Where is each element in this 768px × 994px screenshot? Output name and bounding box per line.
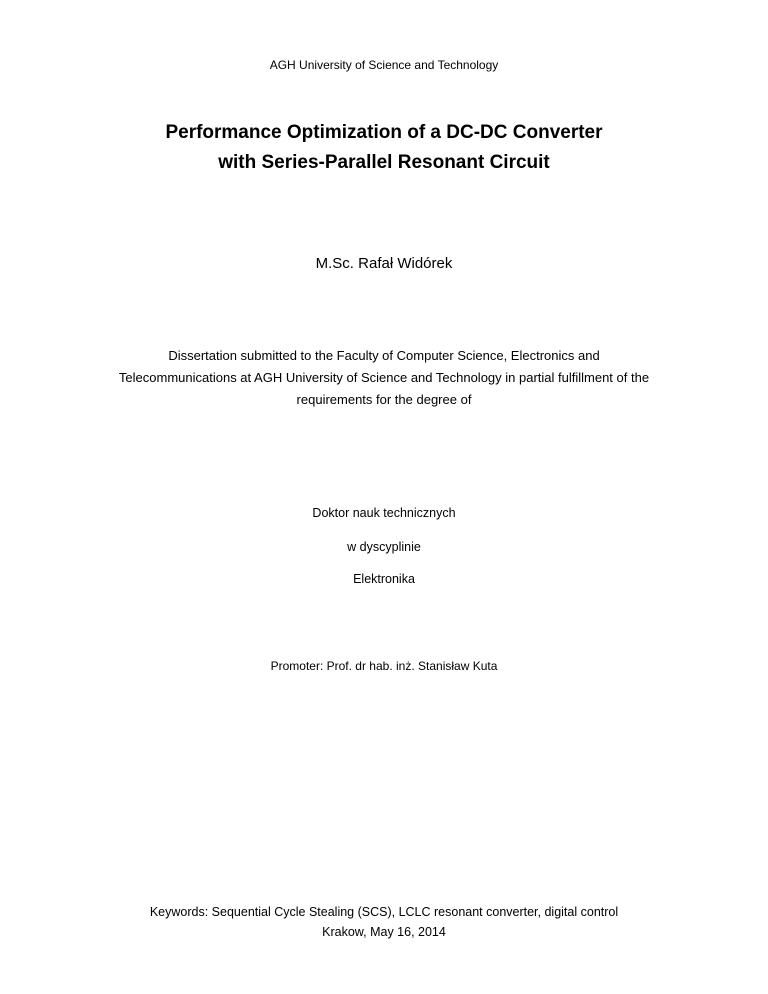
- dissertation-statement: [0, 345, 768, 411]
- thesis-title: [0, 118, 768, 178]
- place-date: Krakow, May 16, 2014: [322, 925, 446, 939]
- discipline-name: Elektronika: [353, 572, 415, 586]
- university-name: AGH University of Science and Technology: [269, 58, 499, 72]
- dissertation-line-1: Dissertation submitted to the Faculty of Computer Science, Electronics and: [168, 348, 600, 363]
- discipline-label: w dyscyplinie: [347, 540, 421, 554]
- promoter-info: Promoter: Prof. dr hab. inż. Stanisław Kuta: [270, 659, 498, 673]
- author-name: M.Sc. Rafał Widórek: [315, 255, 453, 272]
- dissertation-line-2: Telecommunications at AGH University of Science and Technology in partial fulfillment of the: [118, 370, 650, 385]
- thesis-title-line-1: Performance Optimization of a DC-DC Converter: [165, 122, 603, 143]
- thesis-title-line-2: with Series-Parallel Resonant Circuit: [218, 152, 550, 173]
- keywords: Keywords: Sequential Cycle Stealing (SCS), LCLC resonant converter, digital control: [149, 905, 619, 919]
- degree-name: Doktor nauk technicznych: [312, 506, 456, 520]
- dissertation-line-3: requirements for the degree of: [296, 392, 472, 407]
